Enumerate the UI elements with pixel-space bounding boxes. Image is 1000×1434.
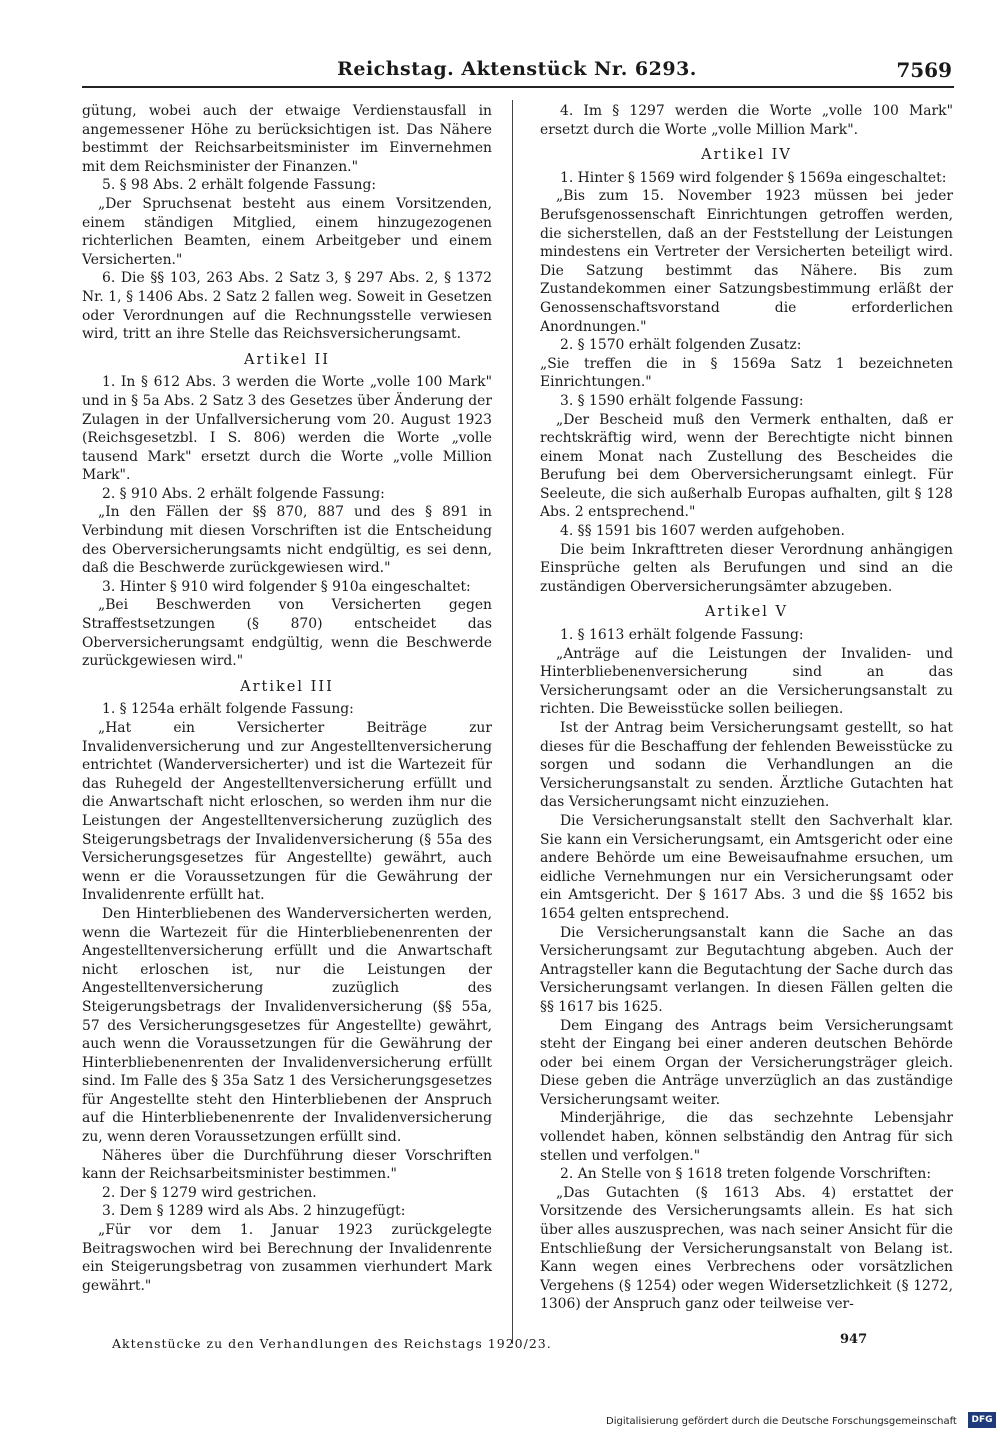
paragraph: 1. § 1613 erhält folgende Fassung: xyxy=(560,627,804,644)
paragraph: Den Hinterbliebenen des Wanderversicherten werden, wenn die Wartezeit für die Hinterbliebenenrenten der Angestelltenversicherung erfüllt und die Anwartschaft nicht erloschen ist, nur die Leistungen der Angestelltenversicherung zuzüglich des Steigerungsbetrags der Invalidenversicherung (§§ 55a, 57 des Versicherungsgesetzes für Angestellte) gewährt, auch wenn die Voraussetzungen für die Gewährung der Hinterbliebenenrenten der Invalidenversicherung erfüllt sind. Im Falle des § 35a Satz 1 des Versicherungsgesetzes für Angestellte steht den Hinterbliebenen der Anspruch auf die Hinterbliebenenrente der Invalidenversicherung zu, wenn deren Voraussetzungen erfüllt sind. xyxy=(82,905,492,1146)
paragraph: „Für vor dem 1. Januar 1923 zurückgelegte Beitragswochen wird bei Berechnung der Invalidenrente ein Steigerungsbetrag von zusammen vierhundert Mark gewährt." xyxy=(82,1222,492,1294)
column-divider xyxy=(512,100,513,1344)
dfg-logo: DFG xyxy=(968,1412,996,1428)
article-heading: Artikel IV xyxy=(701,147,792,164)
paragraph: 1. In § 612 Abs. 3 werden die Worte „volle 100 Mark" und in § 5a Abs. 2 Satz 3 des Gesetzes über Änderung der Zulagen in der Unfallversicherung vom 20. August 1923 (Reichsgesetzbl. I S. 806) werden die Worte „volle tausend Mark" ersetzt durch die Worte „volle Million Mark". xyxy=(82,374,492,484)
paragraph: 5. § 98 Abs. 2 erhält folgende Fassung: xyxy=(102,177,377,194)
paragraph: 2. § 1570 erhält folgenden Zusatz: xyxy=(560,337,802,354)
paragraph: Ist der Antrag beim Versicherungsamt gestellt, so hat dieses für die Beschaffung der fehlenden Beweisstücke zu sorgen und sodann die Verhandlungen an die Versicherungsanstalt zu senden. Ärztliche Gutachten hat das Versicherungsamt nicht einzuziehen. xyxy=(540,720,953,811)
paragraph: 2. Der § 1279 wird gestrichen. xyxy=(102,1184,317,1201)
paragraph: Dem Eingang des Antrags beim Versicherungsamt steht der Eingang bei einer anderen deutschen Behörde oder bei einem Organ der Versicherungsträger gleich. Diese geben die Anträge unverzüglich an das zuständige Versicherungsamt weiter. xyxy=(540,1017,953,1108)
paragraph: „Bis zum 15. November 1923 müssen bei jeder Berufsgenossenschaft Einrichtungen getroffen werden, die sicherstellen, daß an der Feststellung der Leistungen mindestens ein Vertreter der Versicherten beteiligt wird. Die Satzung bestimmt das Nähere. Bis zum Zustandekommen einer Satzungsbestimmung erläßt der Genossenschaftsvorstand die erforderlichen Anordnungen." xyxy=(540,188,953,335)
paragraph: „In den Fällen der §§ 870, 887 und des § 891 in Verbindung mit diesen Vorschriften ist die Entscheidung des Oberversicherungsamts nicht endgültig, es sei denn, daß die Beschwerde zurückgewiesen wird." xyxy=(82,504,492,577)
paragraph: 2. An Stelle von § 1618 treten folgende Vorschriften: xyxy=(560,1166,932,1183)
paragraph: Minderjährige, die das sechzehnte Lebensjahr vollendet haben, können selbständig den Antrag für sich stellen und verfolgen." xyxy=(540,1110,953,1164)
paragraph: Die beim Inkrafttreten dieser Verordnung anhängigen Einsprüche gelten als Berufungen und sind an die zuständigen Oberversicherungsämter abzugeben. xyxy=(540,541,953,595)
article-heading: Artikel V xyxy=(705,604,788,621)
paragraph: 2. § 910 Abs. 2 erhält folgende Fassung: xyxy=(102,485,385,502)
paragraph: „Sie treffen die in § 1569a Satz 1 bezeichneten Einrichtungen." xyxy=(540,355,953,391)
paragraph: 4. §§ 1591 bis 1607 werden aufgehoben. xyxy=(560,523,845,540)
paragraph: 1. § 1254a erhält folgende Fassung: xyxy=(102,701,354,718)
footer-sheet-number: 947 xyxy=(840,1332,868,1347)
paragraph: gütung, wobei auch der etwaige Verdienstausfall in angemessener Höhe zu berücksichtigen ist. Das Nähere bestimmt der Reichsarbeitsminister im Einvernehmen mit dem Reichsminister der Finanzen." xyxy=(82,103,492,175)
paragraph: „Anträge auf die Leistungen der Invaliden- und Hinterbliebenenversicherung sind an das Versicherungsamt oder an die Versicherungsanstalt zu richten. Die Beweisstücke sollen beiliegen. xyxy=(540,645,953,718)
header-title: Reichstag. Aktenstück Nr. 6293. xyxy=(337,58,697,80)
left-column xyxy=(82,102,492,1295)
footer-source: Aktenstücke zu den Verhandlungen des Reichstags 1920/23. xyxy=(112,1336,552,1351)
article-heading: Artikel II xyxy=(244,351,330,368)
paragraph: 6. Die §§ 103, 263 Abs. 2 Satz 3, § 297 Abs. 2, § 1372 Nr. 1, § 1406 Abs. 2 Satz 2 fallen weg. Soweit in Gesetzen oder Verordnungen auf die Rechnungsstelle verwiesen wird, tritt an ihre Stelle das Reichsversicherungsamt. xyxy=(82,270,492,343)
paragraph: 1. Hinter § 1569 wird folgender § 1569a eingeschaltet: xyxy=(560,169,947,186)
paragraph: 3. Dem § 1289 wird als Abs. 2 hinzugefügt: xyxy=(102,1203,406,1220)
paragraph: 4. Im § 1297 werden die Worte „volle 100 Mark" ersetzt durch die Worte „volle Million Mark". xyxy=(540,103,953,138)
header-rule xyxy=(82,86,954,88)
paragraph: „Bei Beschwerden von Versicherten gegen Straffestsetzungen (§ 870) entscheidet das Oberversicherungsamt endgültig, wenn die Beschwerde zurückgewiesen wird." xyxy=(82,597,492,670)
article-heading: Artikel III xyxy=(240,678,334,695)
right-column xyxy=(540,102,953,1314)
paragraph: 3. § 1590 erhält folgende Fassung: xyxy=(560,392,804,409)
paragraph: „Hat ein Versicherter Beiträge zur Invalidenversicherung und zur Angestelltenversicherung entrichtet (Wanderversicherter) und ist die Wartezeit für das Ruhegeld der Angestelltenversicherung erfüllt und die Anwartschaft nicht erloschen, so werden ihm nur die Leistungen der Angestelltenversicherung zuzüglich des Steigerungsbetrags der Invalidenversicherung (§ 55a des Versicherungsgesetzes für Angestellte) gewährt, auch wenn er die Voraussetzungen für die Gewährung der Invalidenrente erfüllt hat. xyxy=(82,720,492,904)
page-number: 7569 xyxy=(896,58,952,82)
paragraph: „Der Bescheid muß den Vermerk enthalten, daß er rechtskräftig wird, wenn der Berechtigte nicht binnen einem Monat nach Zustellung des Bescheides die Berufung bei dem Oberversicherungsamt einlegt. Für Seeleute, die sich außerhalb Europas aufhalten, gilt § 128 Abs. 2 entsprechend." xyxy=(540,411,953,521)
paragraph: 3. Hinter § 910 wird folgender § 910a eingeschaltet: xyxy=(102,578,471,595)
paragraph: Näheres über die Durchführung dieser Vorschriften kann der Reichsarbeitsminister bestimmen." xyxy=(82,1147,492,1183)
digitization-credit: Digitalisierung gefördert durch die Deutsche Forschungsgemeinschaft xyxy=(606,1416,957,1427)
paragraph: „Das Gutachten (§ 1613 Abs. 4) erstattet der Vorsitzende des Versicherungsamts allein. Es hat sich über alles auszusprechen, was nach seiner Ansicht für die Entschließung der Versicherungsanstalt von Belang ist. Kann wegen eines Verbrechens oder vorsätzlichen Vergehens (§ 1254) oder wegen Widersetzlichkeit (§ 1272, 1306) der Anspruch ganz oder teilweise ver- xyxy=(540,1184,953,1313)
paragraph: Die Versicherungsanstalt stellt den Sachverhalt klar. Sie kann ein Versicherungsamt, ein Amtsgericht oder eine andere Behörde um eine Beweisaufnahme ersuchen, um eidliche Vernehmungen nur ein Versicherungsamt oder ein Amtsgericht. Der § 1617 Abs. 3 und die §§ 1652 bis 1654 gelten entsprechend. xyxy=(540,812,953,922)
paragraph: Die Versicherungsanstalt kann die Sache an das Versicherungsamt zur Begutachtung abgeben. Auch der Antragsteller kann die Begutachtung der Sache durch das Versicherungsamt verlangen. In diesen Fällen gelten die §§ 1617 bis 1625. xyxy=(540,924,953,1015)
page-header xyxy=(82,58,952,84)
paragraph: „Der Spruchsenat besteht aus einem Vorsitzenden, einem ständigen Mitglied, einem hinzugezogenen richterlichen Beamten, einem Arbeitgeber und einem Versicherten." xyxy=(82,195,492,268)
